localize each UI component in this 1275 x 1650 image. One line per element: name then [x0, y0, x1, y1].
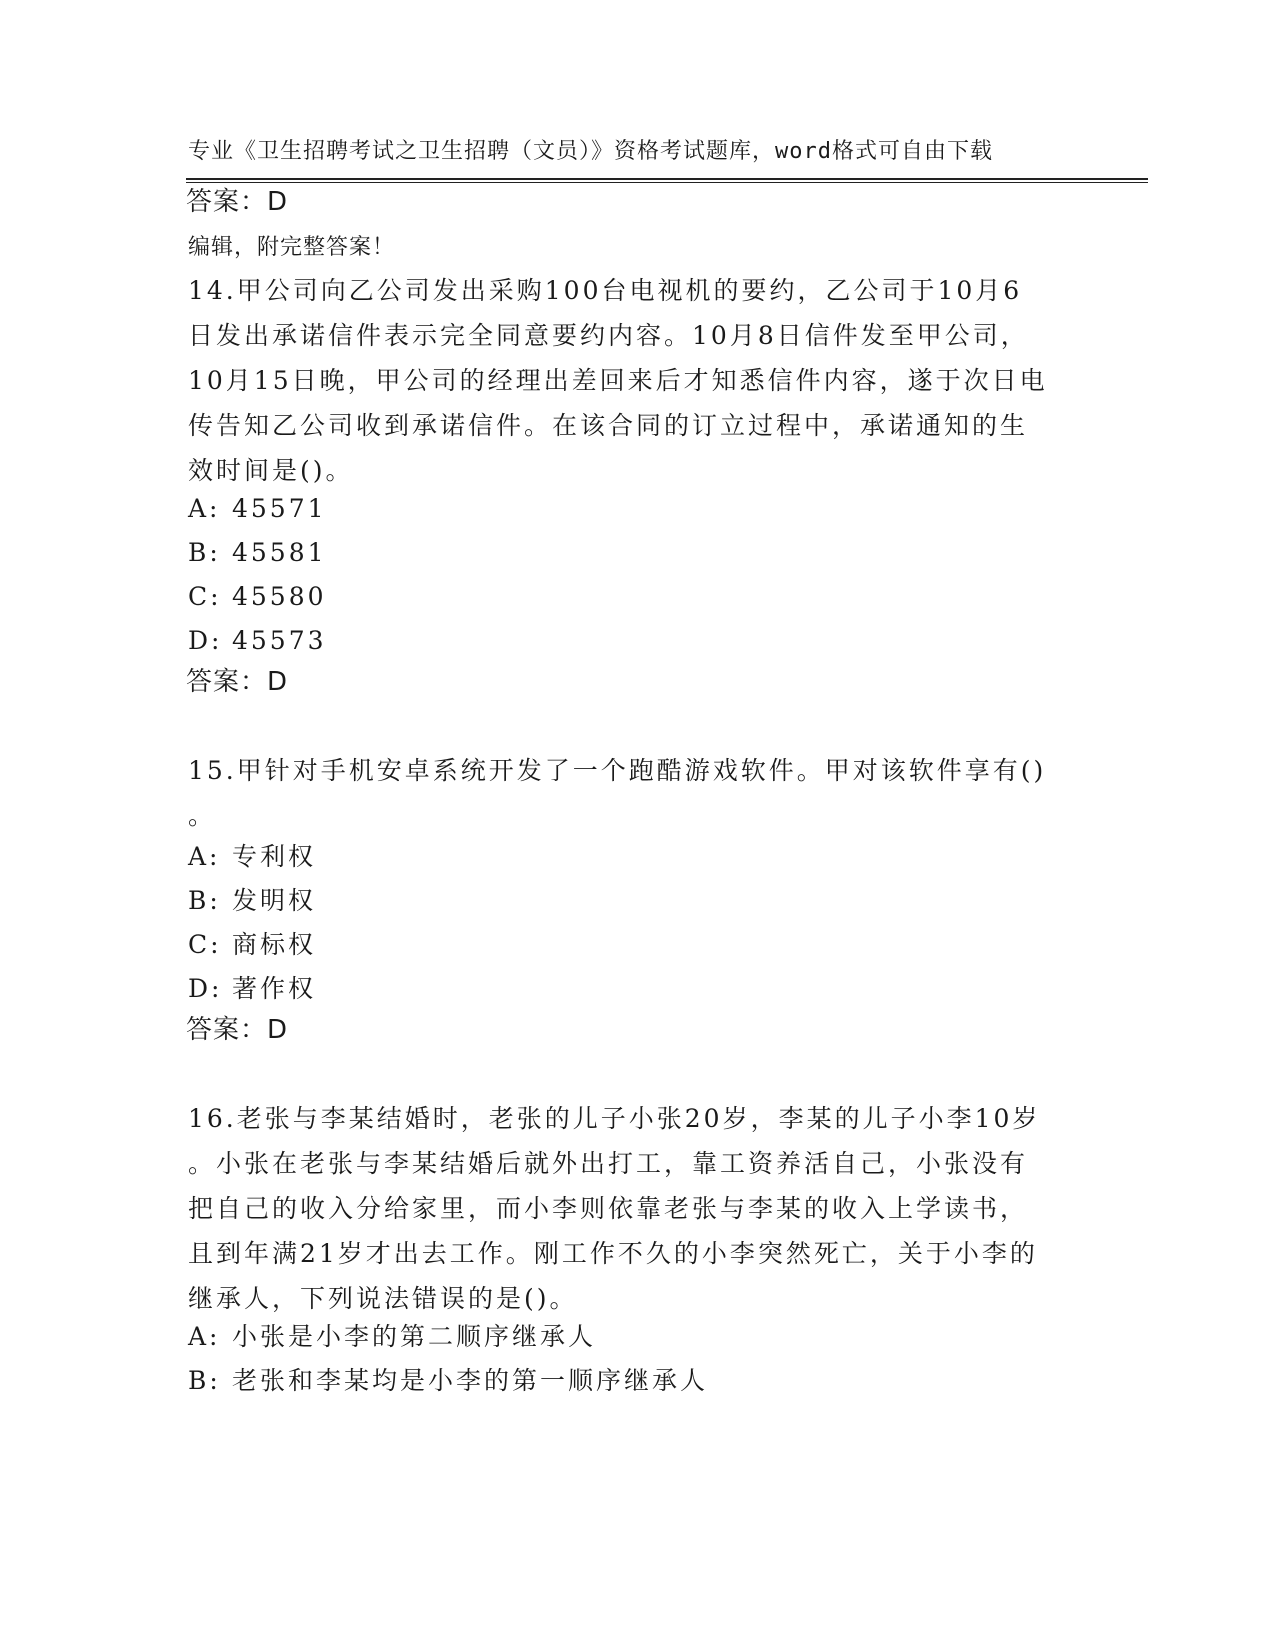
option-text: 发明权: [232, 886, 317, 915]
option-text: 45571: [232, 494, 327, 523]
option-letter: B:: [188, 1366, 221, 1395]
option-text: 45581: [232, 538, 327, 567]
question-16-line: 把自己的收入分给家里，而小李则依靠老张与李某的收入上学读书，: [188, 1194, 1029, 1223]
question-16: [188, 1096, 1088, 1321]
option-letter: C:: [188, 930, 222, 959]
q14-option-c: [188, 574, 327, 619]
option-letter: A:: [188, 494, 221, 523]
q16-option-b: [188, 1358, 708, 1403]
question-16-line: 继承人，下列说法错误的是()。: [188, 1284, 578, 1313]
header-line-2: 编辑，附完整答案！: [188, 235, 396, 260]
question-14: [188, 268, 1088, 493]
q15-answer: 答案：D: [186, 1015, 289, 1045]
option-letter: C:: [188, 582, 222, 611]
header-divider: [186, 178, 1148, 183]
option-text: 45580: [232, 582, 327, 611]
q14-option-d: [188, 618, 327, 663]
question-16-line: 且到年满21岁才出去工作。刚工作不久的小李突然死亡，关于小李的: [188, 1239, 1038, 1268]
option-letter: D:: [188, 626, 223, 655]
option-letter: D:: [188, 974, 223, 1003]
question-14-line: 效时间是()。: [188, 456, 354, 485]
option-text: 商标权: [232, 930, 317, 959]
q15-option-a: [188, 834, 316, 879]
option-text: 45573: [232, 626, 327, 655]
q14-answer: 答案：D: [186, 667, 289, 697]
header-line-1: 专业《卫生招聘考试之卫生招聘（文员）》资格考试题库，word格式可自由下载: [188, 139, 993, 164]
question-14-line: 传告知乙公司收到承诺信件。在该合同的订立过程中，承诺通知的生: [188, 411, 1029, 440]
q15-option-d: [188, 966, 316, 1011]
question-16-line: 16.老张与李某结婚时，老张的儿子小张20岁，李某的儿子小李10岁: [188, 1104, 1041, 1133]
question-14-line: 日发出承诺信件表示完全同意要约内容。10月8日信件发至甲公司，: [188, 321, 1029, 350]
question-15-line: 15.甲针对手机安卓系统开发了一个跑酷游戏软件。甲对该软件享有(): [188, 756, 1047, 785]
option-letter: B:: [188, 886, 221, 915]
question-14-line: 14.甲公司向乙公司发出采购100台电视机的要约，乙公司于10月6: [188, 276, 1023, 305]
option-text: 著作权: [232, 974, 317, 1003]
option-letter: A:: [188, 842, 221, 871]
question-15-line: 。: [188, 801, 217, 830]
q15-option-c: [188, 922, 316, 967]
q15-option-b: [188, 878, 316, 923]
q16-option-a: [188, 1314, 596, 1359]
option-text: 老张和李某均是小李的第一顺序继承人: [232, 1366, 709, 1395]
option-letter: A:: [188, 1322, 221, 1351]
q14-option-a: [188, 486, 327, 531]
question-16-line: 。小张在老张与李某结婚后就外出打工，靠工资养活自己，小张没有: [188, 1149, 1029, 1178]
question-14-line: 10月15日晚，甲公司的经理出差回来后才知悉信件内容，遂于次日电: [188, 366, 1048, 395]
question-15: [188, 748, 1088, 838]
option-letter: B:: [188, 538, 221, 567]
answer-prev: 答案：D: [186, 187, 289, 217]
option-text: 小张是小李的第二顺序继承人: [232, 1322, 597, 1351]
option-text: 专利权: [232, 842, 317, 871]
q14-option-b: [188, 530, 327, 575]
